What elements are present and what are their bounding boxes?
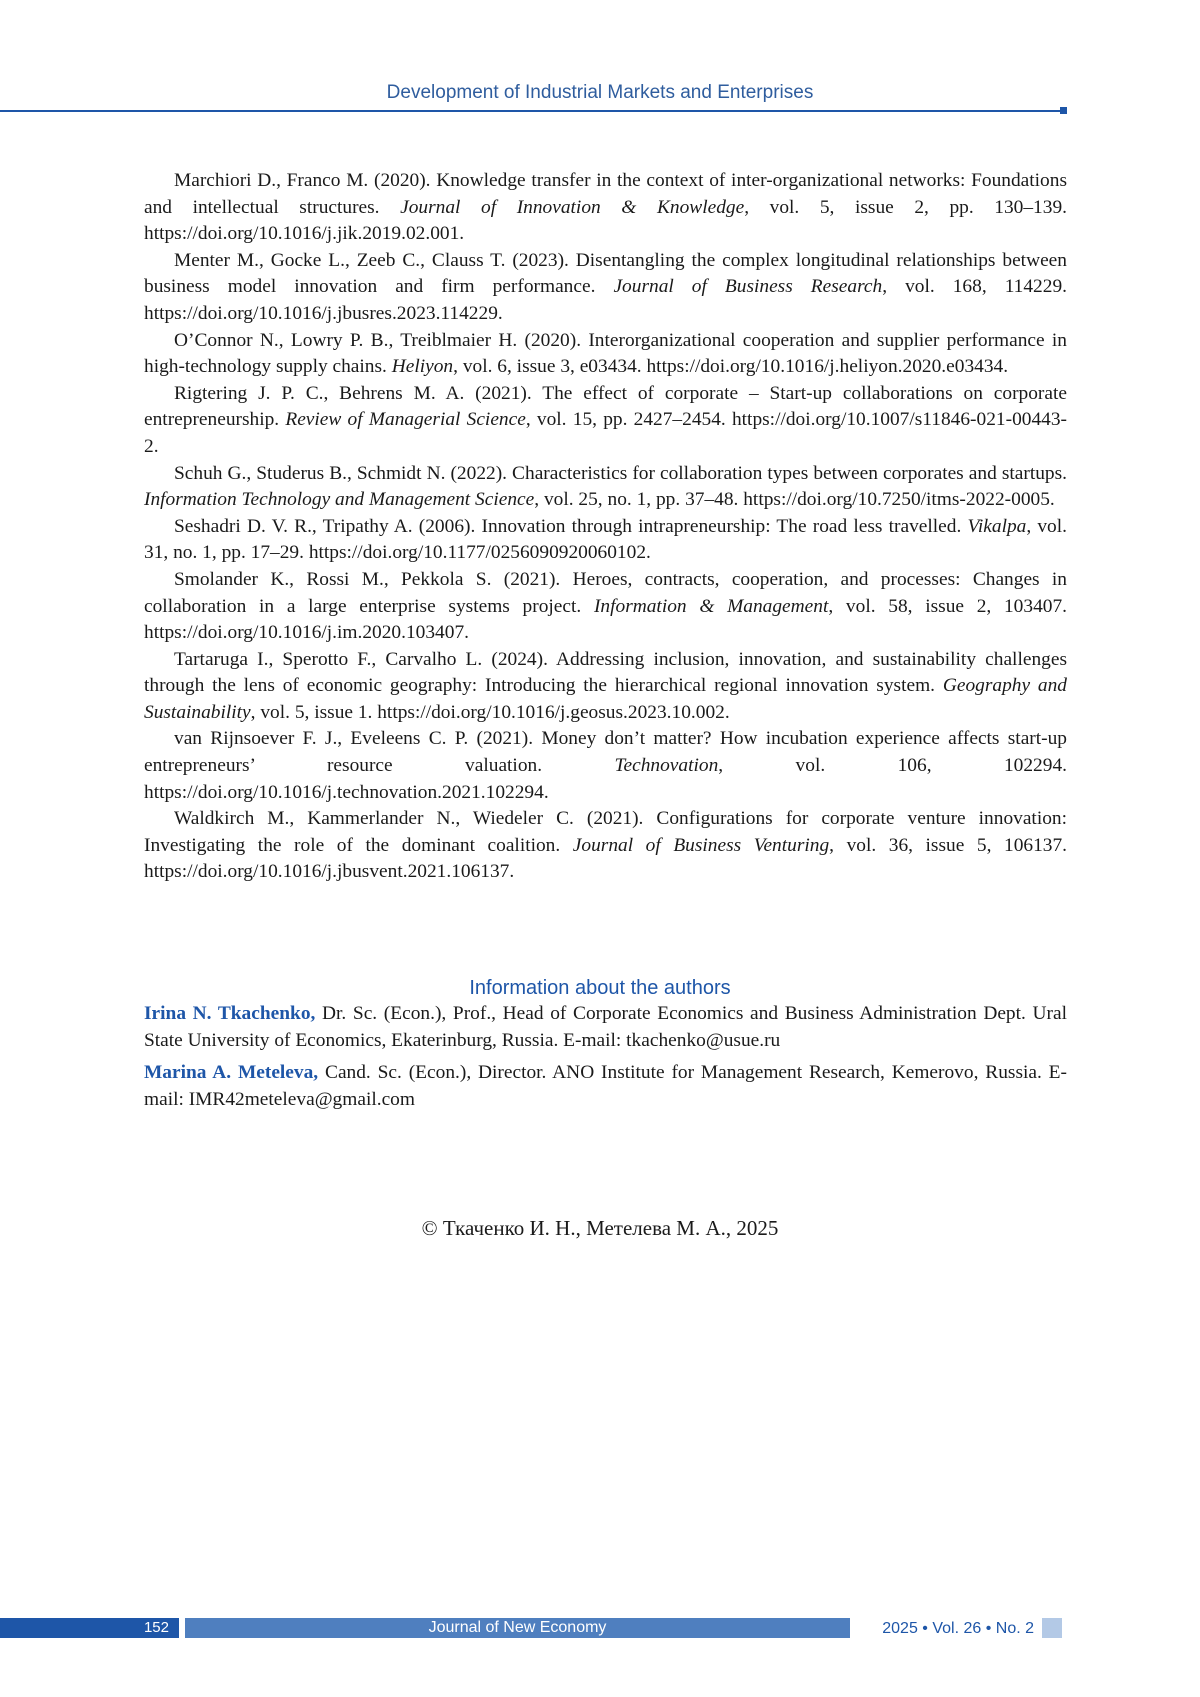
- running-header: Development of Industrial Markets and Enterprises: [386, 82, 814, 103]
- reference-text: , vol. 15, pp. 2427–2454. https://doi.org/10.1007/s11846-021-00443-2.: [144, 409, 1067, 457]
- authors-heading: Information about the authors: [469, 977, 731, 999]
- author-entry: [144, 1060, 1067, 1113]
- reference-text: , vol. 5, issue 2, pp. 130–139. https://doi.org/10.1016/j.jik.2019.02.001.: [144, 196, 1067, 245]
- reference-text: Tartaruga I., Sperotto F., Carvalho L. (2024). Addressing inclusion, innovation, and sustainability challenges through the lens of economic geography: Introducing the hierarchical regional innovation system.: [144, 648, 1067, 697]
- reference-entry: [144, 567, 1067, 647]
- author-details: Cand. Sc. (Econ.), Director. ANO Institute for Management Research, Kemerovo, Russia. E-mail: IMR42meteleva@gmail.com: [144, 1062, 1067, 1110]
- reference-text: van Rijnsoever F. J., Eveleens C. P. (2021). Money don’t matter? How incubation experience affects start-up entrepreneurs’ resource valuation.: [144, 728, 1067, 777]
- footer-issue-info: 2025 • Vol. 26 • No. 2: [882, 1620, 1034, 1637]
- reference-text: Seshadri D. V. R., Tripathy A. (2006). Innovation through intrapreneurship: The road less travelled.: [174, 515, 968, 537]
- reference-entry: [144, 461, 1067, 514]
- reference-text: Smolander K., Rossi M., Pekkola S. (2021). Heroes, contracts, cooperation, and processes: Changes in collaboration in a large enterprise systems project.: [144, 568, 1067, 617]
- reference-text: Rigtering J. P. C., Behrens M. A. (2021). The effect of corporate – Start-up collaborations on corporate entrepreneurship.: [144, 382, 1067, 431]
- reference-journal: Information & Management: [593, 595, 829, 617]
- reference-journal: Journal of Innovation & Knowledge: [400, 196, 745, 218]
- footer-square-marker: [1042, 1618, 1062, 1638]
- reference-text: , vol. 168, 114229. https://doi.org/10.1016/j.jbusres.2023.114229.: [144, 276, 1067, 324]
- author-name: Marina A. Meteleva,: [144, 1062, 319, 1084]
- reference-text: , vol. 58, issue 2, 103407. https://doi.org/10.1016/j.im.2020.103407.: [144, 595, 1068, 644]
- reference-journal: Technovation: [614, 755, 719, 777]
- reference-text: Schuh G., Studerus B., Schmidt N. (2022). Characteristics for collaboration types between corporates and startups.: [174, 462, 1067, 484]
- header-rule-end-marker: [1060, 107, 1067, 114]
- footer-page-band: [0, 1618, 179, 1638]
- reference-entry: [144, 806, 1067, 886]
- reference-text: O’Connor N., Lowry P. B., Treiblmaier H. (2020). Interorganizational cooperation and supplier performance in high-technology supply chains.: [144, 329, 1067, 378]
- footer-journal-band: [185, 1618, 850, 1638]
- reference-list: [144, 168, 1067, 886]
- reference-entry: [144, 381, 1067, 461]
- footer-journal-name: Journal of New Economy: [428, 1619, 607, 1636]
- reference-entry: [144, 248, 1067, 328]
- author-name: Irina N. Tkachenko,: [144, 1003, 316, 1024]
- reference-journal: Journal of Business Research: [613, 276, 883, 298]
- reference-journal: Vikalpa: [967, 515, 1027, 537]
- author-details: Dr. Sc. (Econ.), Prof., Head of Corporate Economics and Business Administration Dept. Ural State University of Economics, Ekaterinburg, Russia. E-mail: tkachenko@usue.ru: [144, 1003, 1067, 1051]
- reference-journal: Review of Managerial Science: [285, 409, 526, 431]
- authors-info: [144, 1001, 1067, 1119]
- page-footer: [0, 1618, 1200, 1640]
- reference-entry: [144, 726, 1067, 806]
- reference-text: , vol. 25, no. 1, pp. 37–48. https://doi.org/10.7250/itms-2022-0005.: [534, 489, 1055, 511]
- page-number: 152: [143, 1619, 169, 1636]
- author-entry: [144, 1001, 1067, 1054]
- header-rule: [0, 110, 1063, 112]
- reference-text: Waldkirch M., Kammerlander N., Wiedeler C. (2021). Configurations for corporate venture innovation: Investigating the role of the dominant coalition.: [144, 808, 1067, 856]
- reference-entry: [144, 514, 1067, 567]
- reference-journal: Information Technology and Management Science: [144, 489, 535, 511]
- reference-text: , vol. 36, issue 5, 106137. https://doi.org/10.1016/j.jbusvent.2021.106137.: [144, 834, 1068, 883]
- reference-text: Marchiori D., Franco M. (2020). Knowledge transfer in the context of inter-organizational networks: Foundations and intellectual structures.: [144, 170, 1067, 218]
- reference-text: , vol. 106, 102294. https://doi.org/10.1016/j.technovation.2021.102294.: [144, 755, 1067, 803]
- reference-text: , vol. 6, issue 3, e03434. https://doi.org/10.1016/j.heliyon.2020.e03434.: [453, 356, 1009, 378]
- reference-entry: [144, 168, 1067, 248]
- reference-text: , vol. 5, issue 1. https://doi.org/10.1016/j.geosus.2023.10.002.: [250, 701, 730, 723]
- copyright-notice: © Ткаченко И. Н., Метелева М. А., 2025: [421, 1216, 779, 1240]
- reference-journal: Journal of Business Venturing: [572, 834, 830, 856]
- reference-text: , vol. 31, no. 1, pp. 17–29. https://doi.org/10.1177/0256090920060102.: [144, 515, 1067, 564]
- reference-entry: [144, 328, 1067, 381]
- reference-text: Menter M., Gocke L., Zeeb C., Clauss T. (2023). Disentangling the complex longitudinal relationships between business model innovation and firm performance.: [144, 249, 1067, 298]
- reference-journal: Heliyon: [391, 356, 454, 378]
- reference-journal: Geography and Sustainability: [144, 675, 1067, 723]
- reference-entry: [144, 647, 1067, 727]
